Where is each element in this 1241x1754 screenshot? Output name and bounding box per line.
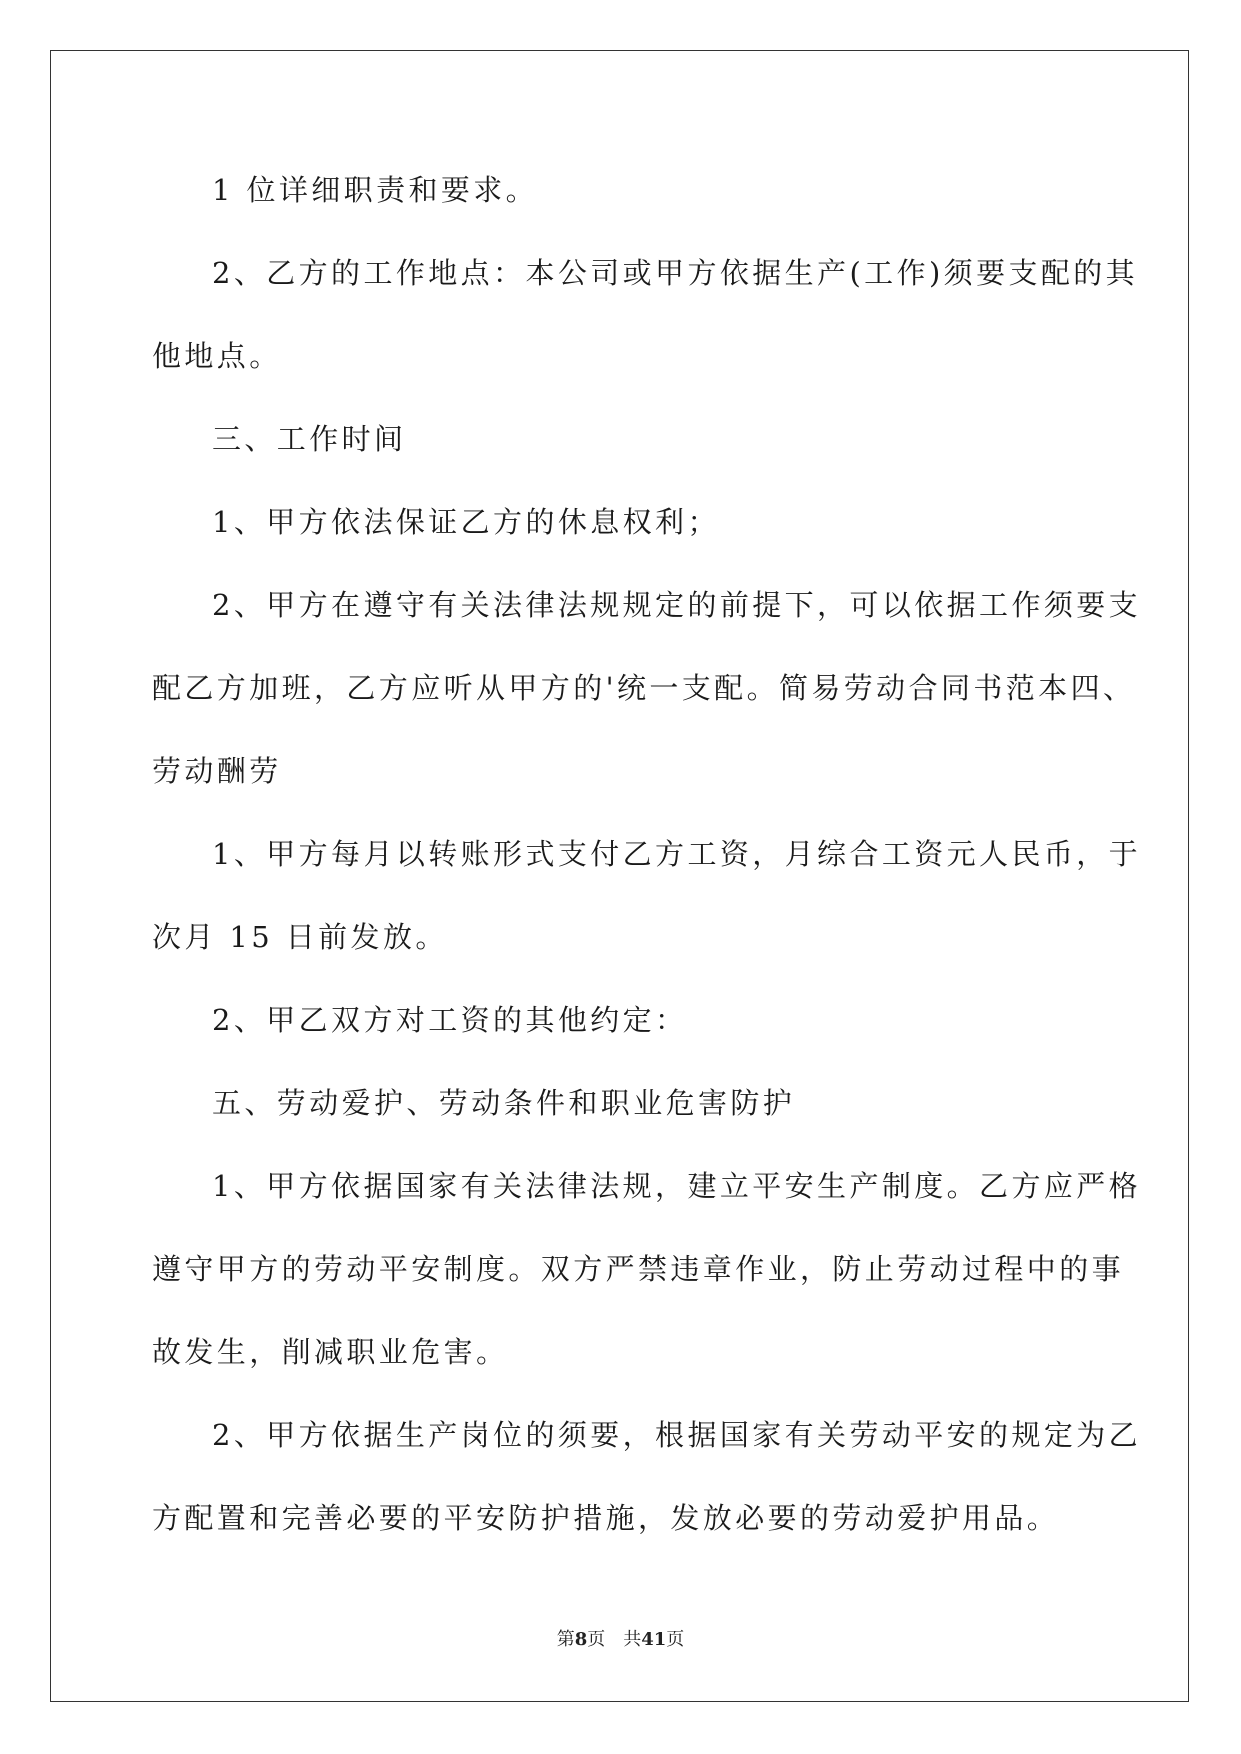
page-footer [0,1628,1241,1652]
text-line-13: 1、甲方依据国家有关法律法规，建立平安生产制度。乙方应严格 [212,1169,1142,1203]
text-line-1: 1 位详细职责和要求。 [212,173,539,207]
footer-page-number: 8 [574,1629,588,1650]
text-line-2: 2、乙方的工作地点：本公司或甲方依据生产(工作)须要支配的其 [212,256,1139,290]
section-heading-work-time: 三、工作时间 [212,422,407,456]
text-line-5: 1、甲方依法保证乙方的休息权利； [212,505,720,539]
text-line-6: 2、甲方在遵守有关法律法规规定的前提下，可以依据工作须要支 [212,588,1142,622]
text-line-3: 他地点。 [152,339,282,373]
footer-middle: 页 共 [587,1629,642,1650]
text-line-10: 次月 15 日前发放。 [152,920,448,954]
text-line-11: 2、甲乙双方对工资的其他约定： [212,1003,688,1037]
text-line-9: 1、甲方每月以转账形式支付乙方工资，月综合工资元人民币，于 [212,837,1142,871]
text-line-17: 方配置和完善必要的平安防护措施，发放必要的劳动爱护用品。 [152,1501,1060,1535]
footer-prefix: 第 [556,1629,575,1650]
footer-suffix: 页 [666,1629,685,1650]
text-line-8: 劳动酬劳 [152,754,282,788]
text-line-7: 配乙方加班，乙方应听从甲方的'统一支配。简易劳动合同书范本四、 [152,671,1136,705]
text-line-14: 遵守甲方的劳动平安制度。双方严禁违章作业，防止劳动过程中的事 [152,1252,1125,1286]
footer-total-pages: 41 [641,1629,667,1650]
section-heading-labor-protection: 五、劳动爱护、劳动条件和职业危害防护 [212,1086,796,1120]
text-line-16: 2、甲方依据生产岗位的须要，根据国家有关劳动平安的规定为乙 [212,1418,1142,1452]
text-line-15: 故发生，削减职业危害。 [152,1335,509,1369]
